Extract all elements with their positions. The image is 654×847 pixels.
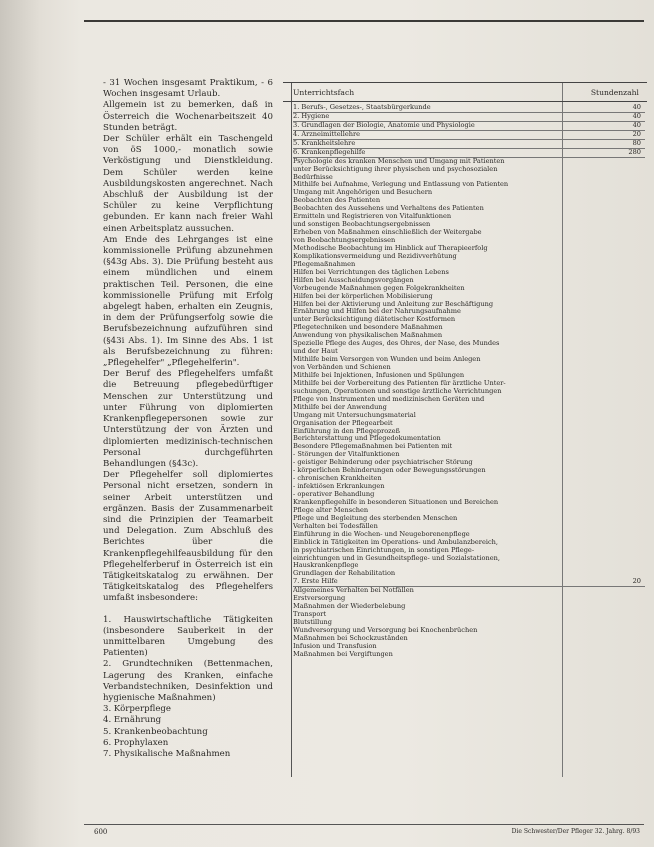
row-subject: Anwendung von physikalischen Maßnahmen bbox=[293, 332, 443, 340]
table-row bbox=[293, 245, 645, 253]
row-subject: Mithilfe bei der Anwendung bbox=[293, 403, 387, 411]
activity-list bbox=[103, 615, 273, 761]
table-row bbox=[293, 404, 645, 412]
list-item: 5. Krankenbeobachtung bbox=[103, 726, 208, 737]
row-subject: suchungen, Operationen und sonstige ärztliche Verrichtungen bbox=[293, 387, 502, 395]
table-row bbox=[293, 396, 645, 404]
row-subject: Wundversorgung und Versorgung bei Knochenbrüchen bbox=[293, 626, 478, 634]
row-subject: Maßnahmen der Wiederbelebung bbox=[293, 603, 406, 611]
row-subject: Besondere Pflegemaßnahmen bei Patienten mit bbox=[293, 443, 453, 451]
table-row bbox=[293, 181, 645, 189]
row-subject: Organisation der Pflegearbeit bbox=[293, 419, 393, 427]
row-subject: 5. Krankheitslehre bbox=[293, 139, 356, 147]
table-row bbox=[293, 515, 645, 523]
table-row bbox=[293, 491, 645, 499]
table-row bbox=[293, 467, 645, 475]
row-subject: und der Haut bbox=[293, 348, 338, 356]
row-hours: 20 bbox=[632, 578, 641, 586]
row-subject: Vorbeugende Maßnahmen gegen Folgekrankheiten bbox=[293, 284, 465, 292]
paragraph: - 31 Wochen insgesamt Praktikum, - 6 Wochen insgesamt Urlaub. bbox=[103, 78, 273, 100]
row-subject: - körperlichen Behinderungen oder Bewegungsstörungen bbox=[293, 467, 486, 475]
row-subject: Spezielle Pflege des Auges, des Ohres, der Nase, des Mundes bbox=[293, 340, 500, 348]
row-subject: - infektiösen Erkrankungen bbox=[293, 483, 385, 491]
paragraph: Der Beruf des Pflegehelfers umfaßt die Betreuung pflegebedürftiger Menschen zur Unterstützung und unter Führung von diplomierten Krankenpflegepersonen sowie zur Unterstützung der von Ärzten und diplomierten medizinisch-technischen Personal durchgeführten Behandlungen (§43c). bbox=[103, 369, 273, 469]
row-subject: Verhalten bei Todesfällen bbox=[293, 522, 378, 530]
row-subject: Ermitteln und Registrieren von Vitalfunktionen bbox=[293, 213, 452, 221]
table-row bbox=[293, 158, 645, 166]
table-row bbox=[293, 340, 645, 348]
row-subject: Berichterstattung und Pflegedokumentation bbox=[293, 435, 441, 443]
row-subject: Blutstillung bbox=[293, 619, 332, 626]
row-subject: Einblick in Tätigkeiten im Operations- und Ambulanzbereich, bbox=[293, 538, 498, 546]
row-subject: unter Berücksichtigung diätetischer Kostformen bbox=[293, 316, 456, 324]
table-row bbox=[293, 643, 645, 651]
row-subject: 3. Grundlagen der Biologie, Anatomie und Physiologie bbox=[293, 121, 475, 129]
table-row bbox=[293, 269, 645, 277]
row-subject: Mithilfe bei der Vorbereitung des Patienten für ärztliche Unter- bbox=[293, 379, 506, 387]
table-row bbox=[293, 174, 645, 182]
table-row bbox=[293, 587, 645, 595]
table-row bbox=[293, 122, 645, 131]
row-subject: unter Berücksichtigung ihrer physischen und psychosozialen bbox=[293, 165, 498, 173]
table-row bbox=[293, 555, 645, 563]
table-row bbox=[293, 619, 645, 627]
table-row bbox=[293, 635, 645, 643]
row-subject: Hauskrankenpflege bbox=[293, 562, 359, 570]
table-row bbox=[293, 149, 645, 158]
row-subject: Einführung in die Wochen- und Neugeborenenpflege bbox=[293, 530, 470, 538]
list-item: 6. Prophylaxen bbox=[103, 737, 169, 748]
table-row bbox=[293, 412, 645, 420]
row-subject: Einführung in den Pflegeprozeß bbox=[293, 427, 400, 435]
table-row bbox=[293, 324, 645, 332]
row-subject: Mithilfe bei Injektionen, Infusionen und Spülungen bbox=[293, 371, 465, 379]
table-row bbox=[293, 388, 645, 396]
table-row bbox=[293, 523, 645, 531]
journal-reference: Die Schwester/Der Pfleger 32. Jahrg. 8/93 bbox=[511, 828, 640, 835]
table-row bbox=[293, 435, 645, 443]
table-row bbox=[293, 507, 645, 515]
table-row bbox=[293, 380, 645, 388]
table-row bbox=[293, 595, 645, 603]
paragraph: Am Ende des Lehrganges ist eine kommissionelle Prüfung abzunehmen (§43g Abs. 3). Die Prüfung besteht aus einem mündlichen und einem praktischen Teil. Personen, die eine kommissionelle Prüfung mit Erfolg abgelegt haben, erhalten ein Zeugnis, in dem der Prüfungserfolg sowie die Berufsbezeichnung aufzuführen sind (§43i Abs. 1). Im Sinne des Abs. 1 ist als Berufsbezeichnung zu führen: „Pflegehelfer" „Pflegehelferin". bbox=[103, 234, 273, 369]
table-row bbox=[293, 420, 645, 428]
table-header bbox=[283, 82, 647, 102]
table-row bbox=[293, 348, 645, 356]
table-row bbox=[293, 547, 645, 555]
table-row bbox=[293, 277, 645, 285]
page-number: 600 bbox=[94, 828, 108, 836]
row-hours: 80 bbox=[632, 139, 641, 147]
table-row bbox=[293, 372, 645, 380]
row-subject: Pflege von Instrumenten und medizinischen Geräten und bbox=[293, 395, 485, 403]
row-subject: - geistiger Behinderung oder psychiatrischer Störung bbox=[293, 459, 473, 467]
table-row bbox=[293, 140, 645, 149]
paragraph: Der Pflegehelfer soll diplomiertes Personal nicht ersetzen, sondern in seiner Arbeit unterstützen und ergänzen. Basis der Zusammenarbeit sind die Prinzipien der Teamarbeit und Delegation. Zum Abschluß des Berichtes über die Krankenpflegehilfeausbildung für den Pflegehelferberuf in Österreich ist ein Tätigkeitskatalog zu erwähnen. Der Tätigkeitskatalog des Pflegehelfers umfaßt insbesondere: bbox=[103, 470, 273, 604]
row-subject: von Verbänden und Schienen bbox=[293, 364, 391, 371]
table-row bbox=[293, 356, 645, 364]
row-subject: Pflege alter Menschen bbox=[293, 506, 369, 514]
row-subject: Komplikationsvermeidung und Rezidivverhütung bbox=[293, 252, 457, 260]
row-subject: - chronischen Krankheiten bbox=[293, 475, 382, 483]
header-subject: Unterrichtsfach bbox=[293, 88, 355, 97]
row-subject: Erheben von Maßnahmen einschließlich der Weitergabe bbox=[293, 229, 482, 237]
row-subject: Beobachten des Patienten bbox=[293, 197, 381, 205]
row-subject: Psychologie des kranken Menschen und Umgang mit Patienten bbox=[293, 157, 505, 165]
row-subject: Beobachten des Aussehens und Verhaltens des Patienten bbox=[293, 205, 484, 213]
row-subject: Ernährung und Hilfen bei der Nahrungsaufnahme bbox=[293, 308, 461, 316]
row-subject: Pflegemaßnahmen bbox=[293, 260, 356, 268]
row-hours: 40 bbox=[632, 112, 641, 120]
row-subject: Hilfen bei Verrichtungen des täglichen Lebens bbox=[293, 268, 449, 276]
row-subject: Erstversorgung bbox=[293, 595, 346, 603]
table-row bbox=[293, 570, 645, 578]
paragraph: Der Schüler erhält ein Taschengeld von öS 1000,- monatlich sowie Verköstigung und Dienstkleidung. Dem Schüler werden keine Ausbildungskosten angerechnet. Nach Abschluß der Ausbildung ist der Schüler zu keine Verpflichtung gebunden. Er kann nach freier Wahl einen Arbeitsplatz aussuchen. bbox=[103, 134, 273, 234]
table-row bbox=[293, 301, 645, 309]
row-subject: und sonstigen Beobachtungsergebnissen bbox=[293, 221, 431, 229]
row-subject: 2. Hygiene bbox=[293, 112, 330, 120]
table-row bbox=[293, 293, 645, 301]
list-item: 4. Ernährung bbox=[103, 715, 162, 726]
top-rule bbox=[84, 20, 644, 22]
table-row bbox=[293, 603, 645, 611]
row-subject: 7. Erste Hilfe bbox=[293, 578, 338, 586]
header-hours: Stundenzahl bbox=[590, 88, 639, 97]
table-row bbox=[293, 475, 645, 483]
table-body bbox=[293, 104, 645, 659]
row-hours: 20 bbox=[632, 130, 641, 138]
table-row bbox=[293, 104, 645, 113]
table-row bbox=[293, 261, 645, 269]
list-item: 1. Hauswirtschaftliche Tätigkeiten (insbesondere Sauberkeit in der unmittelbaren Umgebung des Patienten) bbox=[103, 614, 273, 659]
spacer bbox=[103, 605, 273, 615]
table-row bbox=[293, 539, 645, 547]
row-subject: - Störungen der Vitalfunktionen bbox=[293, 451, 400, 459]
table-row bbox=[293, 459, 645, 467]
list-item: 3. Körperpflege bbox=[103, 704, 172, 715]
table-row bbox=[293, 483, 645, 491]
table-row bbox=[293, 166, 645, 174]
table-row bbox=[293, 627, 645, 635]
table-row bbox=[293, 499, 645, 507]
paragraph: Allgemein ist zu bemerken, daß in Österreich die Wochenarbeitszeit 40 Stunden beträgt. bbox=[103, 100, 273, 133]
row-subject: Hilfen bei der körperlichen Mobilisierung bbox=[293, 292, 433, 300]
table-row bbox=[293, 213, 645, 221]
row-subject: Allgemeines Verhalten bei Notfällen bbox=[293, 587, 414, 595]
row-hours: 40 bbox=[632, 121, 641, 129]
row-subject: Mithilfe beim Versorgen von Wunden und beim Anlegen bbox=[293, 356, 481, 364]
table-row bbox=[293, 428, 645, 436]
table-row bbox=[293, 229, 645, 237]
row-subject: Krankenpflegehilfe in besonderen Situationen und Bereichen bbox=[293, 498, 499, 506]
row-subject: Pflegetechniken und besondere Maßnahmen bbox=[293, 324, 443, 332]
table-row bbox=[293, 221, 645, 229]
table-row bbox=[293, 237, 645, 245]
table-row bbox=[293, 197, 645, 205]
row-subject: Maßnahmen bei Schockzuständen bbox=[293, 634, 408, 642]
table-row bbox=[293, 131, 645, 140]
footer-rule bbox=[84, 824, 644, 825]
row-hours: 280 bbox=[628, 148, 641, 156]
table-row bbox=[293, 285, 645, 293]
table-row bbox=[293, 443, 645, 451]
table-row bbox=[293, 316, 645, 324]
row-subject: 6. Krankenpflegehilfe bbox=[293, 148, 366, 156]
row-subject: Infusion und Transfusion bbox=[293, 642, 377, 650]
row-subject: einrichtungen und in Gesundheitspflege- und Sozialstationen, bbox=[293, 554, 500, 562]
table-row bbox=[293, 113, 645, 122]
row-subject: Bedürfnisse bbox=[293, 173, 333, 181]
table-row bbox=[293, 205, 645, 213]
row-hours: 40 bbox=[632, 104, 641, 111]
row-subject: Maßnahmen bei Vergiftungen bbox=[293, 650, 393, 658]
table-row bbox=[293, 332, 645, 340]
row-subject: 1. Berufs-, Gesetzes-, Staatsbürgerkunde bbox=[293, 104, 431, 111]
table-row bbox=[293, 253, 645, 261]
table-row bbox=[293, 651, 645, 659]
body-text-column bbox=[103, 78, 273, 760]
row-subject: in psychiatrischen Einrichtungen, in sonstigen Pflege- bbox=[293, 546, 475, 554]
row-subject: Pflege und Begleitung des sterbenden Menschen bbox=[293, 514, 458, 522]
row-subject: Umgang mit Angehörigen und Besuchern bbox=[293, 189, 433, 197]
row-subject: Grundlagen der Rehabilitation bbox=[293, 570, 396, 578]
list-item: 7. Physikalische Maßnahmen bbox=[103, 748, 231, 759]
row-subject: Methodische Beobachtung im Hinblick auf Therapieerfolg bbox=[293, 244, 488, 252]
row-subject: - operativer Behandlung bbox=[293, 491, 375, 498]
curriculum-table bbox=[283, 82, 647, 822]
row-subject: von Beobachtungsergebnissen bbox=[293, 237, 396, 244]
row-subject: Hilfen bei Ausscheidungsvorgängen bbox=[293, 276, 414, 284]
row-subject: 4. Arzneimittellehre bbox=[293, 130, 361, 138]
list-item: 2. Grundtechniken (Bettenmachen, Lagerung des Kranken, einfache Verbandstechniken, Desinfektion und hygienische Maßnahmen) bbox=[103, 659, 273, 703]
row-subject: Hilfen bei der Aktivierung und Anleitung zur Beschäftigung bbox=[293, 300, 494, 308]
table-row bbox=[293, 308, 645, 316]
row-subject: Mithilfe bei Aufnahme, Verlegung und Entlassung von Patienten bbox=[293, 181, 509, 189]
table-row bbox=[293, 531, 645, 539]
row-subject: Umgang mit Untersuchungsmaterial bbox=[293, 411, 416, 419]
table-row bbox=[293, 562, 645, 570]
table-row bbox=[293, 189, 645, 197]
row-subject: Transport bbox=[293, 611, 327, 619]
table-row bbox=[293, 364, 645, 372]
table-row bbox=[293, 578, 645, 587]
table-row bbox=[293, 611, 645, 619]
table-row bbox=[293, 451, 645, 459]
